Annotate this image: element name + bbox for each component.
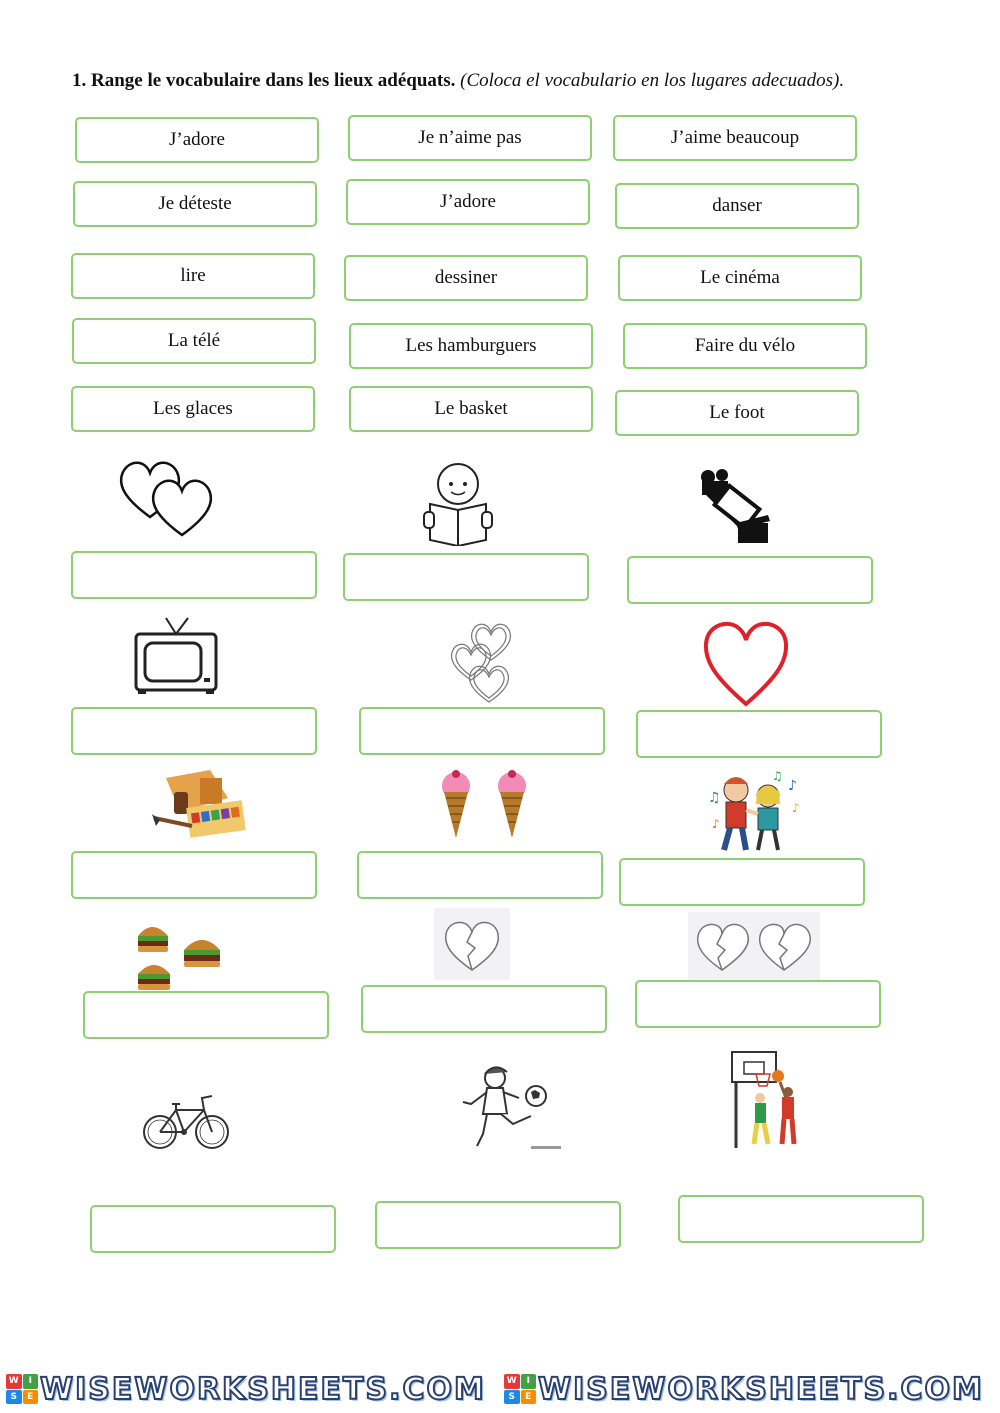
word-chip[interactable]: J’adore [75,117,319,163]
instruction-italic: (Coloca el vocabulario en los lugares adecuados). [460,70,845,91]
answer-box[interactable] [357,851,603,899]
answer-box[interactable] [343,553,589,601]
hamburgers-image [134,916,226,990]
answer-box[interactable] [83,991,329,1039]
linked-hearts-image [443,618,521,706]
svg-text:♪: ♪ [792,801,800,815]
brand-logo [6,1374,486,1404]
two-broken-hearts-image [688,912,820,980]
footer-banner [0,1372,1000,1406]
answer-box[interactable] [71,851,317,899]
svg-text:♪: ♪ [788,778,797,794]
svg-text:♫: ♫ [708,790,721,806]
answer-box[interactable] [636,710,882,758]
answer-box[interactable] [635,980,881,1028]
logo-icon: W I S E [504,1374,536,1404]
answer-box[interactable] [71,707,317,755]
word-chip[interactable]: lire [71,253,315,299]
painting-image [150,768,246,844]
ice-creams-image [438,768,532,840]
word-chip[interactable]: Les hamburguers [349,323,593,369]
word-chip[interactable]: J’aime beaucoup [613,115,857,161]
dancing-image [702,766,802,854]
answer-box[interactable] [361,985,607,1033]
word-chip[interactable]: danser [615,183,859,229]
cinema-image [696,465,772,547]
word-chip[interactable]: Le cinéma [618,255,862,301]
two-hearts-image [115,455,225,543]
word-chip[interactable]: Le foot [615,390,859,436]
broken-heart-image [434,908,510,980]
answer-box[interactable] [627,556,873,604]
word-chip[interactable]: dessiner [344,255,588,301]
logo-icon: W I S E [6,1374,38,1404]
answer-box[interactable] [71,551,317,599]
brand-text: WISEWORKSHEETS.COM [538,1372,984,1406]
word-chip[interactable]: La télé [72,318,316,364]
red-heart-image [702,620,790,708]
instruction-bold: 1. Range le vocabulaire dans les lieux adéquats. [72,70,456,91]
basketball-image [726,1048,810,1152]
word-chip[interactable]: Je n’aime pas [348,115,592,161]
answer-box[interactable] [375,1201,621,1249]
football-image [455,1062,565,1154]
svg-text:♪: ♪ [712,817,720,831]
brand-logo [504,1374,984,1404]
reading-image [420,460,496,546]
instruction [72,70,844,92]
brand-text: WISEWORKSHEETS.COM [40,1372,486,1406]
answer-box[interactable] [619,858,865,906]
word-chip[interactable]: Faire du vélo [623,323,867,369]
word-chip[interactable]: Je déteste [73,181,317,227]
svg-text:♫: ♫ [772,769,783,783]
answer-box[interactable] [359,707,605,755]
bicycle-image [140,1082,232,1154]
word-chip[interactable]: Le basket [349,386,593,432]
word-chip[interactable]: J’adore [346,179,590,225]
television-image [130,616,222,696]
answer-box[interactable] [678,1195,924,1243]
answer-box[interactable] [90,1205,336,1253]
word-chip[interactable]: Les glaces [71,386,315,432]
